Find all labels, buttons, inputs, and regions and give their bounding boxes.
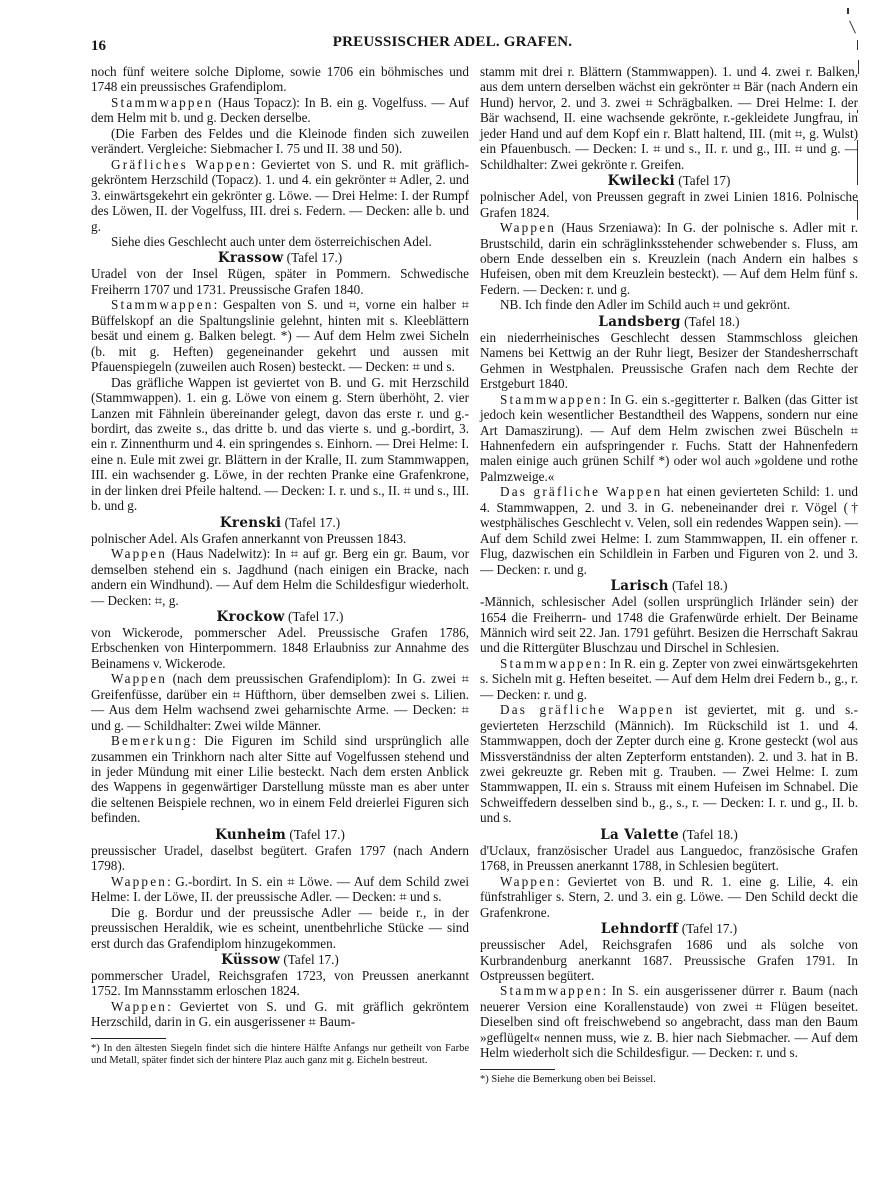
plate-reference: (Tafel 17.) — [287, 608, 344, 624]
paragraph — [91, 95, 469, 126]
left-column — [91, 64, 469, 1067]
plate-reference: (Tafel 17.) — [289, 826, 345, 842]
paragraph-text: NB. Ich finde den Adler im Schild auch ⌗ und gekrönt. — [500, 297, 791, 313]
paragraph-text: -Männich, schlesischer Adel (sollen ursprünglich Irländer sein) der 1654 die Freiherrn- und 1748 die Grafenwürde erhielt. Der Beiname Männich wird seit 22. Jan. 1791 geführt. Besizen die Herrschaft Sakrau und die Rittergüter Bluschzau und Dirschel in Schlesien. — [480, 594, 858, 656]
paragraph — [480, 594, 858, 656]
paragraph-text: ist geviertet, mit g. und s.-gevierteten Herzschild (Männich). Im Rückschild ist 1. und 4. Stammwappen, doch der Zepter durch eine g. Krone gesteckt (wol aus Missverständniss der alten Zepterform entstanden). 2. und 3. hat in B. zwei gekreuzte gr. Reben mit g. Trauben. — Zwei Helme: I. zum Stammwappen, II. ein s. Strauss mit einem Hufeisen im Schnabel. Die Schweiffedern desselben sind b., g., s., r. — Decken: I. r. und g., II. b. und s. — [480, 702, 858, 826]
entry-heading — [91, 952, 469, 968]
right-column — [480, 64, 858, 1086]
paragraph — [91, 546, 469, 608]
family-name: Krenski — [219, 514, 282, 531]
entry-heading — [91, 609, 469, 625]
spaced-lead-term: Wappen — [500, 220, 557, 236]
paragraph-text: Siehe dies Geschlecht auch unter dem österreichischen Adel. — [111, 233, 432, 249]
paragraph-text: : In G. ein s.-gegitterter r. Balken (das Gitter ist jedoch kein wesentlicher Bestandtheil des Wappens, sondern nur eine Art Damaszirung). — Auf dem Helm zwischen zwei Büscheln ⌗ Hahnenfedern ein aufspringender r. Fuchs. Statt der Hahnenfedern malen einige auch grünen Schilf *) oder wol auch »goldene und rothe Palmzweige.« — [480, 391, 858, 484]
paragraph — [480, 64, 858, 172]
entry-heading — [91, 515, 469, 531]
spaced-lead-term: Stammwappen — [111, 297, 214, 313]
paragraph — [91, 234, 469, 249]
running-title: PREUSSISCHER ADEL. GRAFEN. — [332, 34, 573, 50]
paragraph-text: (Haus Srzeniawa): In G. der polnische s. Adler mit r. Brustschild, darin ein schräglinksstehender schwebender s. Fluss, am obern Ende desselben ein s. Kreuzlein (nach Andern ein halbes s Hufeisen, oben mit dem Kreuzlein besteckt). — Auf dem Helm fünf s. Federn. — Decken: r. und g. — [480, 220, 858, 297]
paragraph-text: : Gespalten von S. und ⌗, vorne ein halber ⌗ Büffelskopf an die Spaltungslinie gelehnt, hinten mit s. Kleeblättern besät und einem g. Balken belegt. *) — Auf dem Helm zwei Sicheln (b. mit g. Heften) gegeneinander gekehrt und aussen mit Pfauenspiegeln (zuweilen auch Rosen) besteckt. — Decken: ⌗ und s. — [91, 297, 469, 375]
spaced-lead-term: Stammwappen — [500, 983, 603, 999]
paragraph — [91, 671, 469, 733]
paragraph — [480, 330, 858, 392]
paragraph-text: preussischer Uradel, daselbst begütert. Grafen 1797 (nach Andern 1798). — [91, 842, 469, 874]
paragraph — [91, 266, 469, 297]
entry-heading — [480, 314, 858, 330]
paragraph — [480, 874, 858, 920]
paragraph — [91, 999, 469, 1030]
family-name: Landsberg — [598, 313, 681, 330]
spaced-lead-term: Wappen — [111, 546, 168, 562]
paragraph — [91, 375, 469, 514]
spaced-lead-term: Wappen — [111, 671, 168, 687]
paragraph — [480, 220, 858, 297]
spaced-lead-term: Stammwappen — [500, 391, 603, 407]
paragraph-text: : Geviertet von S. und G. mit gräflich gekröntem Herzschild, darin in G. ein ausgerissener ⌗ Baum- — [91, 998, 469, 1030]
entry-heading — [480, 578, 858, 594]
family-name: Lehndorff — [600, 921, 679, 938]
plate-reference: (Tafel 18.) — [672, 578, 728, 594]
paragraph — [91, 905, 469, 951]
paragraph-text: (Haus Topacz): In B. ein g. Vogelfuss. — Auf dem Helm mit b. und g. Decken derselbe. — [91, 94, 469, 126]
paragraph — [480, 392, 858, 485]
paragraph-text: (Haus Nadelwitz): In ⌗ auf gr. Berg ein gr. Baum, vor demselben stehend ein s. Jagdhund (nach einigen ein Bracke, nach andern ein Windhund). — Auf dem Helm die Schildesfigur wiederholt. — Decken: ⌗, g. — [91, 546, 469, 608]
family-name: Larisch — [610, 578, 669, 595]
family-name: Krockow — [216, 608, 285, 625]
paragraph — [480, 843, 858, 874]
paragraph — [480, 937, 858, 983]
footnote-divider — [480, 1069, 555, 1070]
paragraph — [480, 983, 858, 1060]
paragraph — [480, 702, 858, 826]
paragraph-text: : Geviertet von S. und R. mit gräflich-gekröntem Herzschild (Topacz). 1. und 4. ein gekrönter ⌗ Adler, 2. und 3. einwärtsgekehrt ein gekrönter g. Löwe. — Drei Helme: I. der Rumpf des Löwen, II. der Vogelfuss, III. drei s. Federn. — Decken: alle b. und g. — [91, 156, 469, 234]
paragraph-text: preussischer Adel, Reichsgrafen 1686 und als solche von Kurbrandenburg anerkannt 1687. Preussische Grafen 1791. In Ostpreussen begütert. — [480, 937, 858, 984]
paragraph-text: : G.-bordirt. In S. ein ⌗ Löwe. — Auf dem Schild zwei Helme: I. der Löwe, II. der preussische Adler. — Decken: ⌗ und s. — [91, 873, 469, 905]
entry-heading — [480, 827, 858, 843]
paragraph — [480, 484, 858, 577]
paragraph — [91, 297, 469, 374]
paragraph-text: : In R. ein g. Zepter von zwei einwärtsgekehrten s. Sicheln mit g. Heften beseitet. — Auf dem Helm drei Federn b., g., r. — Decken: r. und g. — [480, 655, 858, 702]
spaced-lead-term: Das gräfliche Wappen — [500, 484, 663, 500]
paragraph — [480, 189, 858, 220]
plate-reference: (Tafel 18.) — [684, 313, 740, 329]
family-name: La Valette — [600, 826, 679, 843]
spaced-lead-term: Bemerkung — [111, 733, 193, 749]
page-number: 16 — [91, 38, 106, 54]
spaced-lead-term: Wappen — [111, 998, 168, 1014]
paragraph-text: (Die Farben des Feldes und die Kleinode finden sich zuweilen verändert. Vergleiche: Siebmacher I. 75 und II. 38 und 50). — [91, 125, 469, 157]
plate-reference: (Tafel 17.) — [286, 250, 343, 266]
paragraph-text: polnischer Adel. Als Grafen annerkannt von Preussen 1843. — [91, 530, 407, 546]
paragraph-text: (nach dem preussischen Grafendiplom): In G. zwei ⌗ Greifenfüsse, darüber ein ⌗ Hüfthorn, über demselben zwei s. Lilien. — Aus dem Helm wachsend zwei geharnischte Arme. — Decken: ⌗ und g. — Schildhalter: Zwei wilde Männer. — [91, 671, 469, 733]
paragraph — [91, 968, 469, 999]
footnote-divider — [91, 1038, 166, 1039]
paragraph — [91, 733, 469, 826]
spaced-lead-term: Gräfliches Wappen — [111, 156, 252, 172]
paragraph-text: ein niederrheinisches Geschlecht dessen Stammschloss gleichen Namens bei Kettwig an der Ruhr liegt, Besizer der Standesherrschaft Gehmen in Westphalen. Preussische Grafen nach dem Rechte der Erstgeburt 1840. — [480, 329, 858, 392]
paragraph — [480, 297, 858, 312]
paragraph — [91, 64, 469, 95]
spaced-lead-term: Stammwappen — [500, 655, 603, 671]
entry-heading — [91, 250, 469, 266]
paragraph-text: Uradel von der Insel Rügen, später in Pommern. Schwedische Freiherrn 1707 und 1731. Preussische Grafen 1840. — [91, 266, 469, 297]
family-name: Kunheim — [215, 826, 287, 843]
family-name: Küssow — [221, 952, 281, 969]
plate-reference: (Tafel 17.) — [283, 952, 339, 968]
entry-heading — [480, 173, 858, 189]
paragraph-text: noch fünf weitere solche Diplome, sowie 1706 ein böhmisches und 1748 ein preussisches Grafendiplom. — [91, 64, 469, 95]
paragraph — [91, 843, 469, 874]
paragraph-text: : Geviertet von B. und R. 1. eine g. Lilie, 4. ein fünfstrahliger s. Stern, 2. und 3. ein g. Löwe. — Den Schild deckt die Grafenkrone. — [480, 873, 858, 920]
paragraph — [91, 531, 469, 546]
plate-reference: (Tafel 17.) — [284, 514, 341, 530]
paragraph — [480, 656, 858, 702]
footnote: *) Siehe die Bemerkung oben bei Beissel. — [480, 1073, 656, 1085]
family-name: Krassow — [217, 250, 284, 267]
paragraph-text: Das gräfliche Wappen ist geviertet von B. und G. mit Herzschild (Stammwappen). 1. ein g. Löwe von einem g. Stern überhöht, 2. vier Lanzen mit Fähnlein übereinander gelegt, davon das erste r. und g.-bordirt, das zweite s., das dritte b. und das vierte s. und g.-bordirt, 3. ein r. Zinnenthurm und 4. ein springendes s. Einhorn. — Drei Helme: I. eine n. Eule mit zwei gr. Blättern in der Kralle, II. zum Stammwappen, III. ein wachsender g. Löwe, in der rechten Pranke eine Grafenkrone, in der linken drei Pfeile haltend. — Decken: I. r. und s., II. ⌗ und s., III. b. und g. — [91, 374, 469, 514]
entry-heading — [91, 827, 469, 843]
paragraph-text: : In S. ein ausgerissener dürrer r. Baum (nach neuerer Version eine Korallenstaude) von zwei ⌗ Flügen beseitet. Dieselben sind oft freischwebend so angebracht, dass man den Baum »geflügelt« nennen muss, wie z. B. hier nach Siebmacher. — Auf dem Helm wiederholt sich die Schildesfigur. — Decken: r. und s. — [480, 983, 858, 1061]
spaced-lead-term: Stammwappen — [111, 94, 214, 110]
paragraph-text: : Die Figuren im Schild sind ursprünglich alle zusammen ein Trinkhorn nach alter Sitte auf Vogelfussen stehend und in jeder Mündung mit einer Lilie besteckt. Nach dem ersten Anblick des Wappens in gegenwärtiger Darstellung müsste man es aber unter die seltenen Beispiele rechnen, wo in einem Feld dreierlei Figuren sich befinden. — [91, 733, 469, 826]
spaced-lead-term: Wappen — [111, 873, 168, 889]
paragraph — [91, 625, 469, 671]
footnote: *) In den ältesten Siegeln findet sich die hintere Hälfte Anfangs nur getheilt von Farbe und Metall, später findet sich der hintere Plaz auch ganz mit g. Eicheln bestreut. — [91, 1042, 469, 1066]
paragraph-text: pommerscher Uradel, Reichsgrafen 1723, von Preussen anerkannt 1752. Im Mannsstamm erloschen 1824. — [91, 968, 469, 999]
spaced-lead-term: Das gräfliche Wappen — [500, 702, 675, 718]
family-name: Kwilecki — [607, 173, 675, 190]
plate-reference: (Tafel 18.) — [682, 826, 738, 842]
paragraph-text: Die g. Bordur und der preussische Adler — beide r., in der preussischen Heraldik, wie es scheint, unentbehrliche Stücke — sind erst durch das Grafendiplom hinzugekommen. — [91, 904, 469, 951]
spaced-lead-term: Wappen — [500, 873, 557, 889]
paragraph — [91, 126, 469, 157]
paragraph-text: d'Uclaux, französischer Uradel aus Languedoc, französische Grafen 1768, in Preussen anerkannt 1788, in Schlesien begütert. — [480, 842, 858, 874]
paragraph — [91, 157, 469, 234]
plate-reference: (Tafel 17) — [678, 173, 731, 189]
paragraph — [91, 874, 469, 905]
paragraph-text: polnischer Adel, von Preussen gegraft in zwei Linien 1816. Polnische Grafen 1824. — [480, 189, 858, 220]
plate-reference: (Tafel 17.) — [681, 921, 738, 937]
paragraph-text: hat einen gevierteten Schild: 1. und 4. Stammwappen, 2. und 3. in G. nebeneinander drei r. Vögel († westphälisches Geschlecht v. Velen, soll ein redendes Wappen sein). — Auf dem Schild zwei Helme: I. zum Stammwappen, II. ein offener r. Flug, dazwischen ein Schildlein in Farben und Figuren von 2. und 3. — Decken: r. und g. — [480, 484, 858, 577]
entry-heading — [480, 921, 858, 937]
paragraph-text: stamm mit drei r. Blättern (Stammwappen). 1. und 4. zwei r. Balken, aus dem untern derselben wächst ein gekrönter ⌗ Bär (nach Andern ein Hund) hervor, 2. und 3. zwei ⌗ Schrägbalken. — Drei Helme: I. der Bär wachsend, II. eine wachsende gekrönte, r.-gekleidete Jungfrau, in jeder Hand und auf dem Kopf ein r. Blatt haltend, III. (mit ⌗, g. Wulst) ein Pfauenbusch. — Decken: I. ⌗ und s., II. r. und g., III. ⌗ und g. — Schildhalter: Zwei gekrönte r. Greifen. — [480, 64, 858, 172]
paragraph-text: von Wickerode, pommerscher Adel. Preussische Grafen 1786, Erbschenken von Hinterpommern. 1848 Erlaubniss zur Annahme des Beinamens v. Wickerode. — [91, 624, 469, 671]
